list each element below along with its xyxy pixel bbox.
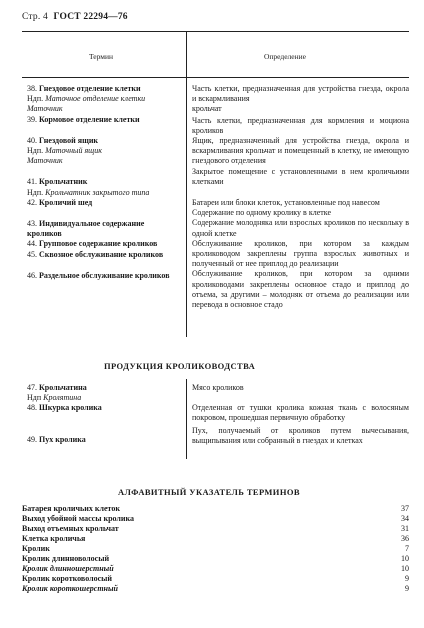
term-46: 46. Раздельное обслуживание кроликов — [27, 270, 170, 280]
index-term: Кролик — [22, 544, 50, 553]
def-41: Закрытое помещение с установленными в нем кроличьими клетками — [192, 166, 409, 186]
def-39: Часть клетки, предназначенная для кормления и моциона кроликов — [192, 115, 409, 135]
index-list — [22, 504, 409, 594]
def-42: Батареи или блоки клеток, установленные под навесом — [192, 198, 380, 208]
index-row — [22, 534, 409, 544]
term-49: 49. Пух кролика — [27, 434, 86, 444]
term-38: 38. Гнездовое отделение клетки Ндп. Маточное отделение клетки Маточник — [27, 84, 146, 114]
index-row — [22, 514, 409, 524]
index-term-number: 36 — [401, 534, 409, 543]
term-42: 42. Кроличий шед — [27, 197, 93, 207]
term-40: 40. Гнездовой ящик Ндп. Маточный ящик Маточник — [27, 135, 102, 166]
index-row — [22, 504, 409, 514]
term-44: 44. Групповое содержание кроликов — [27, 239, 158, 249]
def-48: Отделенная от тушки кролика кожная ткань с волосяным покровом, прошедшая первичную обработку — [192, 403, 409, 423]
index-term: Выход убойной массы кролика — [22, 514, 134, 523]
def-38: Часть клетки, предназначенная для устройства гнезда, окрола и вскармливания крольчат — [192, 84, 409, 114]
section-title-index: АЛФАВИТНЫЙ УКАЗАТЕЛЬ ТЕРМИНОВ — [118, 487, 300, 497]
col-header-definition: Определение — [264, 52, 306, 61]
index-term-number: 10 — [401, 564, 409, 573]
index-term: Выход отъемных крольчат — [22, 524, 119, 533]
def-45: Обслуживание кроликов, при котором за каждым кролиководом закреплены группа взрослых животных и полученный от нее приплод до реализации — [192, 238, 409, 269]
index-term-number: 34 — [401, 514, 409, 523]
index-row — [22, 544, 409, 554]
index-term-number: 37 — [401, 504, 409, 513]
index-term: Кролик длинношерстный — [22, 564, 114, 573]
col-header-term: Термин — [89, 52, 114, 61]
term-39: 39. Кормовое отделение клетки — [27, 114, 140, 124]
index-term-number: 10 — [401, 554, 409, 563]
term-column — [27, 84, 179, 281]
products-definition-column — [192, 383, 409, 446]
index-term: Кролик коротковолосый — [22, 574, 112, 583]
index-row — [22, 554, 409, 564]
table-header-rule — [22, 77, 409, 78]
term-45: 45. Сквозное обслуживание кроликов — [27, 249, 164, 259]
page-label: Стр. 4 — [22, 12, 48, 22]
section-title-products: ПРОДУКЦИЯ КРОЛИКОВОДСТВА — [104, 361, 256, 371]
def-43: Содержание по одному кролику в клетке — [192, 208, 331, 218]
page-header — [22, 12, 128, 22]
index-term-number: 7 — [405, 544, 409, 553]
def-46: Обслуживание кроликов, при котором за одними кролиководами закреплены основное стадо и приплод до отъема, за другими – молодняк от отъема до реализации или перевода в основное стадо — [192, 269, 409, 310]
term-43: 43. Индивидуальное содержание кроликов — [27, 219, 145, 239]
term-41: 41. Крольчатник Ндп. Крольчатник закрытого типа — [27, 177, 150, 197]
table-top-rule — [22, 31, 409, 32]
index-row — [22, 524, 409, 534]
column-divider — [186, 31, 187, 337]
def-49: Пух, получаемый от кроликов путем вычесывания, выщипывания или собранный в гнездах и клетках — [192, 425, 409, 445]
def-40: Ящик, предназначенный для устройства гнезда, окрола и вскармливания крольчат и помещенный в клетку, не имеющую гнездового отделения — [192, 136, 409, 166]
products-column-divider — [186, 379, 187, 459]
index-term: Клетка кроличья — [22, 534, 86, 543]
products-term-column — [27, 383, 179, 445]
standard-code: ГОСТ 22294—76 — [53, 12, 128, 22]
index-row — [22, 564, 409, 574]
index-row — [22, 584, 409, 594]
index-row — [22, 574, 409, 584]
index-term-number: 31 — [401, 524, 409, 533]
index-term-number: 9 — [405, 574, 409, 583]
index-term: Кролик длинноволосый — [22, 554, 110, 563]
term-47: 47. Крольчатина Ндп Кролятина — [27, 383, 87, 403]
def-44: Содержание молодняка или взрослых кроликов по нескольку в одной клетке — [192, 218, 409, 238]
def-47: Мясо кроликов — [192, 383, 244, 392]
index-term: Батарея кроличьих клеток — [22, 504, 120, 513]
index-term: Кролик короткошерстный — [22, 584, 118, 593]
term-48: 48. Шкурка кролика — [27, 403, 102, 413]
index-term-number: 9 — [405, 584, 409, 593]
definition-column — [192, 84, 409, 310]
